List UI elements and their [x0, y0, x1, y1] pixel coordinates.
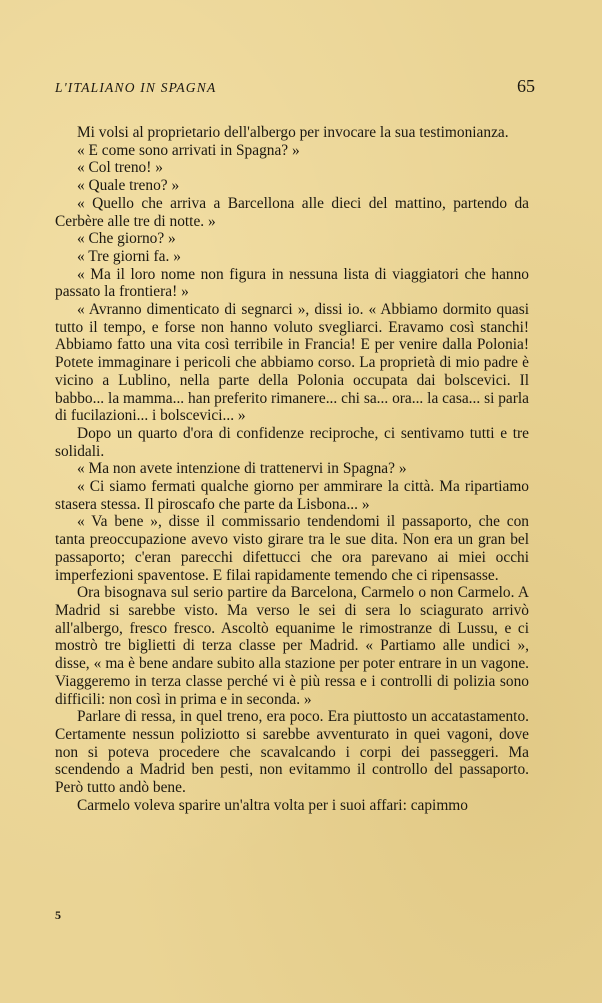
paragraph: Parlare di ressa, in quel treno, era poco. Era piuttosto un accatastamento. Certamente nessun poliziotto si sarebbe avventurato in quei vagoni, dove non si poteva procedere che scavalcando i corpi dei passeggeri. Ma scendendo a Madrid ben pesti, non evitammo il controllo del passaporto. Però tutto andò bene. — [55, 708, 529, 797]
paragraph: « Va bene », disse il commissario tendendomi il passaporto, che con tanta preoccupazione avevo visto girare tra le sue dita. Non era un gran bel passaporto; c'eran parecchi difettucci che ora parevano ai miei occhi imperfezioni spaventose. E filai rapidamente temendo che ci ripensasse. — [55, 513, 529, 584]
paragraph: « Ma non avete intenzione di trattenervi in Spagna? » — [77, 460, 407, 478]
paragraph: Carmelo voleva sparire un'altra volta per i suoi affari: capimmo — [77, 796, 468, 814]
signature-mark: 5 — [55, 908, 61, 922]
paragraph: « Ci siamo fermati qualche giorno per ammirare la città. Ma ripartiamo stasera stessa. Il piroscafo che parte da Lisbona... » — [55, 478, 529, 513]
paragraph: « Quello che arriva a Barcellona alle dieci del mattino, partendo da Cerbère alle tre di notte. » — [55, 194, 529, 230]
paragraph: « Quale treno? » — [77, 177, 180, 195]
paragraph: « E come sono arrivati in Spagna? » — [77, 141, 300, 159]
page-number: 65 — [517, 76, 535, 96]
running-title: L'ITALIANO IN SPAGNA — [55, 80, 217, 95]
paragraph: Ora bisognava sul serio partire da Barcelona, Carmelo o non Carmelo. A Madrid si sarebbe visto. Ma verso le sei di sera lo sciagurato arrivò all'albergo, fresco fresco. Ascoltò equanime le rimostranze di Lussu, e ci mostrò tre biglietti di terza classe per Madrid. « Partiamo alle undici », disse, « ma è bene andare subito alla stazione per poter entrare in un vagone. Viaggeremo in terza classe perché vi è più ressa e i controlli di polizia sono difficili: non così in prima e in seconda. » — [55, 584, 529, 708]
paragraph: « Che giorno? » — [77, 230, 176, 248]
paragraph: « Tre giorni fa. » — [77, 247, 181, 265]
running-head — [55, 76, 535, 102]
paragraph: Dopo un quarto d'ora di confidenze reciproche, ci sentivamo tutti e tre solidali. — [55, 424, 529, 460]
paragraph: « Avranno dimenticato di segnarci », dissi io. « Abbiamo dormito quasi tutto il tempo, e forse non hanno voluto svegliarci. Eravamo così stanchi! Abbiamo fatto una vita così terribile in Francia! E per venire dalla Polonia! Potete immaginare i pericoli che abbiamo corso. La proprietà di mio padre è vicino a Lublino, nella parte della Polonia occupata dai bolscevici. Il babbo... la mamma... han preferito rimanere... chi sa... ora... la casa... si parla di fucilazioni... i bolscevici... » — [55, 301, 529, 425]
paragraph: « Col treno! » — [77, 159, 163, 177]
paragraph: Mi volsi al proprietario dell'albergo per invocare la sua testimonianza. — [77, 124, 509, 141]
body-text — [55, 124, 529, 814]
paragraph: « Ma il loro nome non figura in nessuna lista di viaggiatori che hanno passato la frontiera! » — [55, 265, 529, 301]
